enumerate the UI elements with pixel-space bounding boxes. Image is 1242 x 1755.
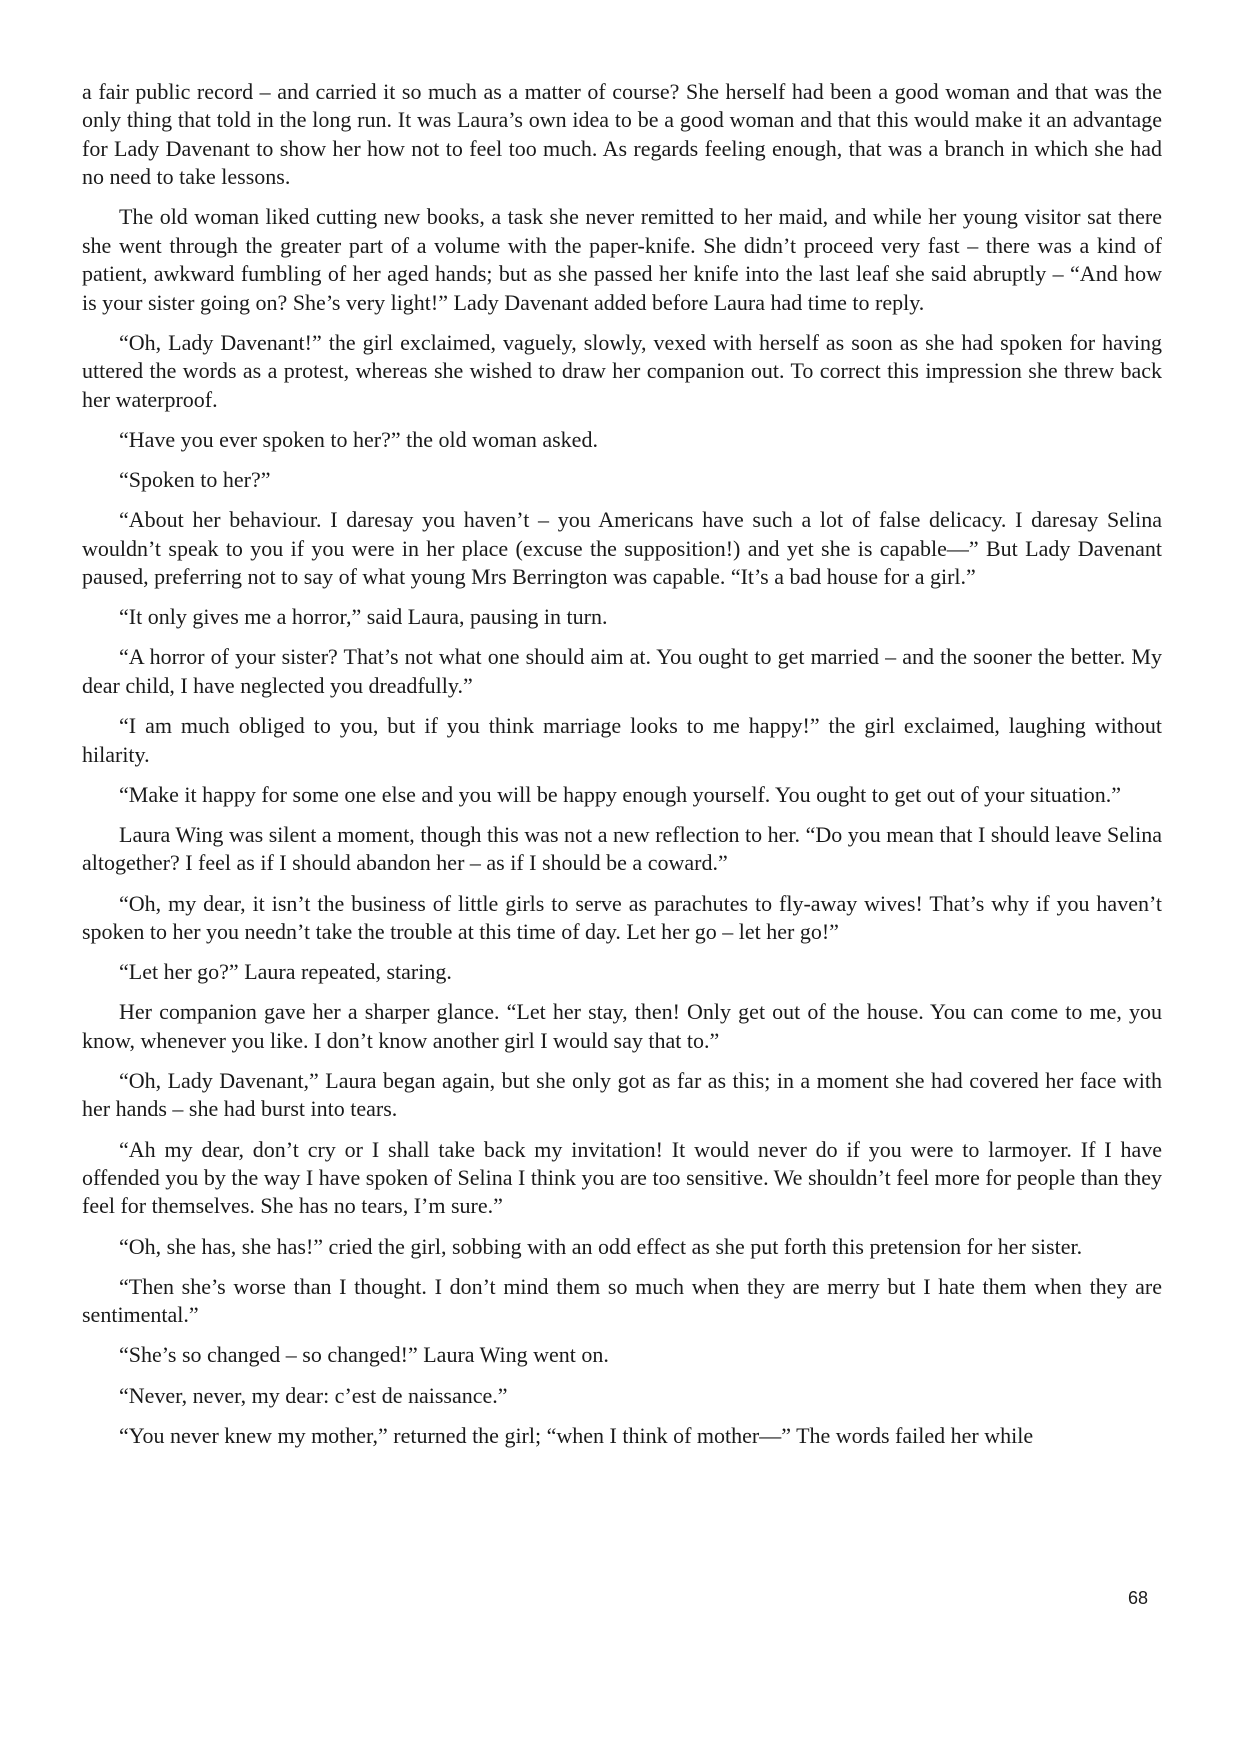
- paragraph: “Spoken to her?”: [119, 467, 271, 493]
- paragraph: “About her behaviour. I daresay you haven’t – you Americans have such a lot of false delicacy. I daresay Selina wouldn’t speak to you if you were in her place (excuse the supposition!) and yet she is capable—” But Lady Davenant paused, preferring not to say of what young Mrs Berrington was capable. “It’s a bad house for a girl.”: [82, 507, 1162, 590]
- paragraph: The old woman liked cutting new books, a task she never remitted to her maid, and while her young visitor sat there she went through the greater part of a volume with the paper-knife. She didn’t proceed very fast – there was a kind of patient, awkward fumbling of her aged hands; but as she passed her knife into the last leaf she said abruptly – “And how is your sister going on? She’s very light!” Lady Davenant added before Laura had time to reply.: [82, 204, 1162, 315]
- page-number: 68: [1128, 1588, 1149, 1608]
- paragraph: “Make it happy for some one else and you will be happy enough yourself. You ought to get out of your situation.”: [119, 781, 1122, 807]
- paragraph: “It only gives me a horror,” said Laura, pausing in turn.: [119, 604, 608, 630]
- paragraph: “You never knew my mother,” returned the girl; “when I think of mother—” The words failed her while: [119, 1422, 1034, 1448]
- paragraph: “Oh, Lady Davenant!” the girl exclaimed, vaguely, slowly, vexed with herself as soon as she had spoken for having uttered the words as a protest, whereas she wished to draw her companion out. To correct this impression she threw back her waterproof.: [82, 329, 1162, 412]
- paragraph: “Oh, she has, she has!” cried the girl, sobbing with an odd effect as she put forth this pretension for her sister.: [119, 1233, 1083, 1259]
- paragraph: “A horror of your sister? That’s not what one should aim at. You ought to get married – and the sooner the better. My dear child, I have neglected you dreadfully.”: [82, 644, 1162, 698]
- paragraph: Laura Wing was silent a moment, though this was not a new reflection to her. “Do you mean that I should leave Selina altogether? I feel as if I should abandon her – as if I should be a coward.”: [82, 821, 1162, 876]
- paragraph: “Let her go?” Laura repeated, staring.: [119, 959, 452, 985]
- paragraph: Her companion gave her a sharper glance. “Let her stay, then! Only get out of the house. You can come to me, you know, whenever you like. I don’t know another girl I would say that to.”: [82, 999, 1162, 1053]
- paragraph: “Have you ever spoken to her?” the old woman asked.: [119, 426, 598, 452]
- paragraph: a fair public record – and carried it so much as a matter of course? She herself had been a good woman and that was the only thing that told in the long run. It was Laura’s own idea to be a good woman and that this would make it an advantage for Lady Davenant to show her how not to feel too much. As regards feeling enough, that was a branch in which she had no need to take lessons.: [82, 79, 1162, 190]
- paragraph: “She’s so changed – so changed!” Laura Wing went on.: [119, 1342, 609, 1368]
- paragraph: “Ah my dear, don’t cry or I shall take back my invitation! It would never do if you were to larmoyer. If I have offended you by the way I have spoken of Selina I think you are too sensitive. We shouldn’t feel more for people than they feel for themselves. She has no tears, I’m sure.”: [82, 1136, 1162, 1219]
- page-body: [82, 78, 1162, 1462]
- paragraph: “I am much obliged to you, but if you think marriage looks to me happy!” the girl exclaimed, laughing without hilarity.: [82, 713, 1162, 767]
- paragraph: “Oh, my dear, it isn’t the business of little girls to serve as parachutes to fly-away wives! That’s why if you haven’t spoken to her you needn’t take the trouble at this time of day. Let her go – let her go!”: [82, 890, 1162, 944]
- paragraph: “Never, never, my dear: c’est de naissance.”: [119, 1382, 508, 1408]
- paragraph: “Oh, Lady Davenant,” Laura began again, but she only got as far as this; in a moment she had covered her face with her hands – she had burst into tears.: [82, 1067, 1162, 1122]
- paragraph: “Then she’s worse than I thought. I don’t mind them so much when they are merry but I hate them when they are sentimental.”: [82, 1273, 1162, 1328]
